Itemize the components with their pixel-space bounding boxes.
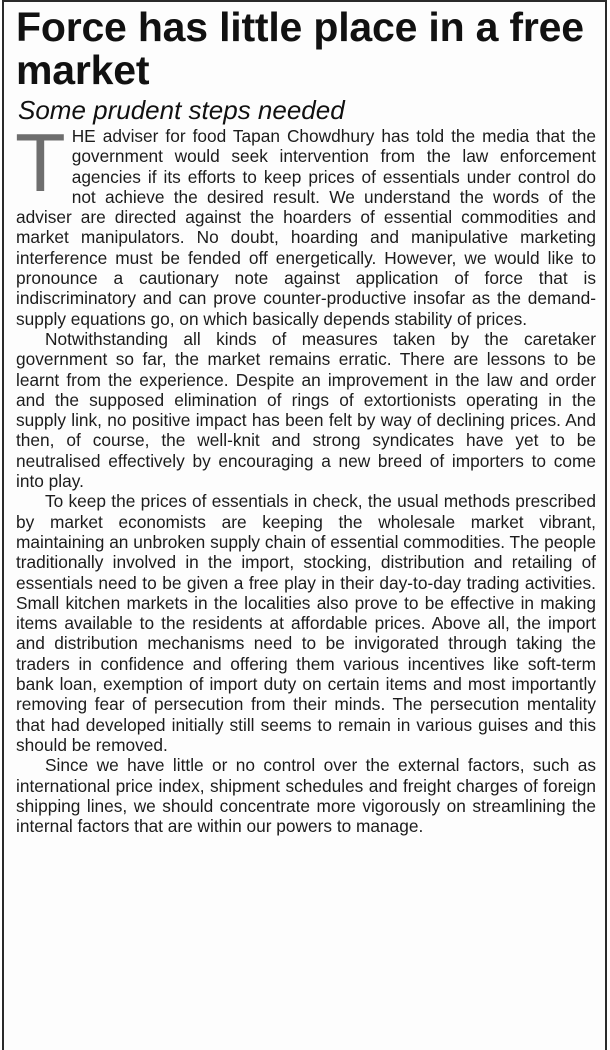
paragraph-text: HE adviser for food Tapan Chowdhury has told the media that the government would seek intervention from the law enforcement agencies if its efforts to keep prices of essentials under control do not achieve the desired result. We understand the words of the adviser are directed against the hoarders of essential commodities and market manipulators. No doubt, hoarding and manipulative marketing interference must be fended off energetically. However, we would like to pronounce a cautionary note against application of force that is indiscriminatory and can prove counter-productive insofar as the demand-supply equations go, on which basically depends stability of prices.	[16, 126, 596, 329]
article-paragraph-3: To keep the prices of essentials in check, the usual methods prescribed by market economists are keeping the wholesale market vibrant, maintaining an unbroken supply chain of essential commodities. The people traditionally involved in the import, stocking, distribution and retailing of essentials need to be given a free play in their day-to-day trading activities. Small kitchen markets in the localities also prove to be effective in making items available to the residents at affordable prices. Above all, the import and distribution mechanisms need to be invigorated through taking the traders in confidence and offering them various incentives like soft-term bank loan, exemption of import duty on certain items and most importantly removing fear of persecution from their minds. The persecution mentality that had developed initially still seems to remain in various guises and this should be removed.	[16, 491, 596, 755]
article-paragraph-1	[15, 116, 596, 329]
article-paragraph-4: Since we have little or no control over the external factors, such as international price index, shipment schedules and freight charges of foreign shipping lines, we should concentrate more vigorously on streamlining the internal factors that are within our powers to manage.	[16, 755, 596, 837]
drop-cap: T	[15, 116, 66, 209]
article-frame	[2, 0, 607, 1050]
article-subhead: Some prudent steps needed	[18, 95, 345, 125]
article-body	[15, 116, 596, 837]
article-paragraph-2: Notwithstanding all kinds of measures taken by the caretaker government so far, the market remains erratic. There are lessons to be learnt from the experience. Despite an improvement in the law and order and the supposed elimination of rings of extortionists operating in the supply link, no positive impact has been felt by way of declining prices. And then, of course, the well-knit and strong syndicates have yet to be neutralised effectively by encouraging a new breed of importers to come into play.	[16, 328, 596, 492]
article-headline: Force has little place in a free market	[16, 4, 584, 93]
